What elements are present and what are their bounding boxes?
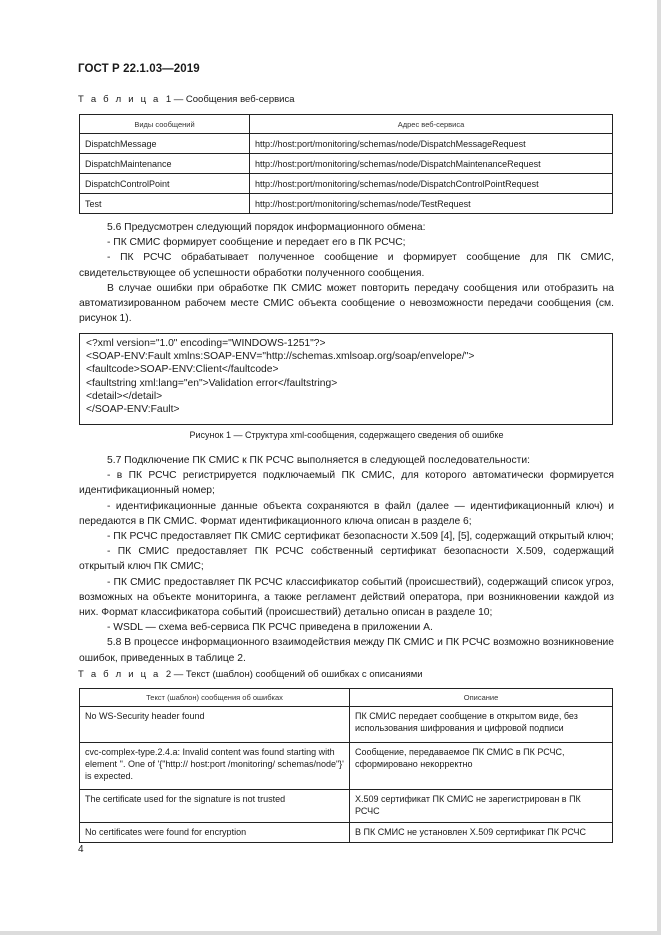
description-cell: ПК СМИС передает сообщение в открытом виде, без использования шифрования и цифровой подписи	[350, 707, 613, 743]
table-header-row	[80, 115, 613, 134]
paragraph: В случае ошибки при обработке ПК СМИС может повторить передачу сообщения или отобразить на автоматизированном рабочем месте СМИС объекта сообщение о невозможности передачи сообщения (см. рисунок 1).	[79, 282, 614, 325]
page-number: 4	[78, 844, 84, 855]
table-row	[80, 823, 613, 843]
table-row	[80, 790, 613, 823]
code-line: </SOAP-ENV:Fault>	[86, 404, 180, 416]
paragraph: 5.8 В процессе информационного взаимодействия между ПК СМИС и ПК РСЧС возможно возникновение ошибок, приведенных в таблице 2.	[79, 637, 614, 664]
table-row	[80, 174, 613, 194]
page-edge-shadow-right	[657, 0, 661, 935]
table-header-row	[80, 689, 613, 707]
message-type-cell: DispatchMessage	[80, 134, 250, 154]
paragraph: - WSDL — схема веб-сервиса ПК РСЧС приведена в приложении А.	[107, 622, 433, 634]
service-address-cell: http://host:port/monitoring/schemas/node/DispatchMaintenanceRequest	[250, 154, 613, 174]
page-edge-shadow-bottom	[0, 931, 661, 935]
paragraph: - идентификационные данные объекта сохраняются в файл (далее — идентификационный ключ) и передаются в ПК СМИС. Формат идентификационного ключа описан в разделе 6;	[79, 500, 614, 527]
service-address-cell: http://host:port/monitoring/schemas/node/TestRequest	[250, 194, 613, 214]
column-header: Адрес веб-сервиса	[250, 115, 613, 134]
web-service-messages-table	[79, 114, 613, 214]
paragraph: - ПК СМИС предоставляет ПК РСЧС классификатор событий (происшествий), содержащий список угроз, возможных на объекте мониторинга, а также регламент действий оператора, при возникновении каждой из них. Формат классификатора событий (происшествий) детально описан в разделе 10;	[79, 576, 614, 619]
table-row	[80, 707, 613, 743]
code-line: <faultstring xml:lang="en">Validation error</faultstring>	[86, 377, 338, 389]
code-line: <faultcode>SOAP-ENV:Client</faultcode>	[86, 364, 279, 376]
section-5-7	[79, 453, 614, 666]
code-line: <detail></detail>	[86, 390, 163, 402]
table1-caption-label: Т а б л и ц а	[78, 94, 161, 105]
description-cell: В ПК СМИС не установлен X.509 сертификат ПК РСЧС	[350, 823, 613, 843]
error-messages-table	[79, 688, 613, 843]
error-text-cell: cvc-complex-type.2.4.a: Invalid content was found starting with element ''. One of '{"http:// host:port /monitoring/ schemas/node"}' is expected.	[80, 743, 350, 790]
message-type-cell: Test	[80, 194, 250, 214]
paragraph: - ПК СМИС формирует сообщение и передает его в ПК РСЧС;	[107, 237, 406, 249]
paragraph: - в ПК РСЧС регистрируется подключаемый ПК СМИС, для которого автоматически формируется идентификационный номер;	[79, 470, 614, 497]
paragraph: - ПК РСЧС предоставляет ПК СМИС сертификат безопасности Х.509 [4], [5], содержащий открытый ключ;	[107, 531, 614, 543]
xml-code-figure	[79, 333, 613, 425]
description-cell: X.509 сертификат ПК СМИС не зарегистрирован в ПК РСЧС	[350, 790, 613, 823]
table-row	[80, 154, 613, 174]
paragraph: - ПК СМИС предоставляет ПК РСЧС собственный сертификат безопасности Х.509, содержащий открытый ключ ПК СМИС;	[79, 546, 614, 573]
service-address-cell: http://host:port/monitoring/schemas/node/DispatchMessageRequest	[250, 134, 613, 154]
code-line: <?xml version="1.0" encoding="WINDOWS-1251"?>	[86, 338, 326, 349]
code-line: <SOAP-ENV:Fault xmlns:SOAP-ENV="http://schemas.xmlsoap.org/soap/envelope/">	[86, 351, 475, 363]
document-header: ГОСТ Р 22.1.03—2019	[78, 63, 200, 75]
message-type-cell: DispatchMaintenance	[80, 154, 250, 174]
column-header: Виды сообщений	[80, 115, 250, 134]
table-row	[80, 743, 613, 790]
column-header: Описание	[350, 689, 613, 707]
paragraph: 5.7 Подключение ПК СМИС к ПК РСЧС выполняется в следующей последовательности:	[107, 455, 530, 466]
table2-caption	[78, 669, 423, 680]
column-header: Текст (шаблон) сообщения об ошибках	[80, 689, 350, 707]
service-address-cell: http://host:port/monitoring/schemas/node/DispatchControlPointRequest	[250, 174, 613, 194]
description-cell: Сообщение, передаваемое ПК СМИС в ПК РСЧС, сформировано некорректно	[350, 743, 613, 790]
table2-caption-label: Т а б л и ц а	[78, 669, 161, 680]
error-text-cell: No WS-Security header found	[80, 707, 350, 743]
table2-caption-text: 2 — Текст (шаблон) сообщений об ошибках с описаниями	[165, 669, 423, 680]
figure1-caption: Рисунок 1 — Структура xml-сообщения, содержащего сведения об ошибке	[189, 430, 504, 440]
error-text-cell: No certificates were found for encryption	[80, 823, 350, 843]
table-row	[80, 134, 613, 154]
paragraph: - ПК РСЧС обрабатывает полученное сообщение и формирует сообщение для ПК СМИС, свидетельствующее об успешности обработки полученного сообщения.	[79, 252, 614, 279]
table1-caption	[78, 94, 295, 105]
error-text-cell: The certificate used for the signature is not trusted	[80, 790, 350, 823]
section-5-6	[79, 220, 614, 326]
message-type-cell: DispatchControlPoint	[80, 174, 250, 194]
table-row	[80, 194, 613, 214]
paragraph: 5.6 Предусмотрен следующий порядок информационного обмена:	[107, 222, 426, 233]
table1-caption-text: 1 — Сообщения веб-сервиса	[165, 94, 295, 105]
